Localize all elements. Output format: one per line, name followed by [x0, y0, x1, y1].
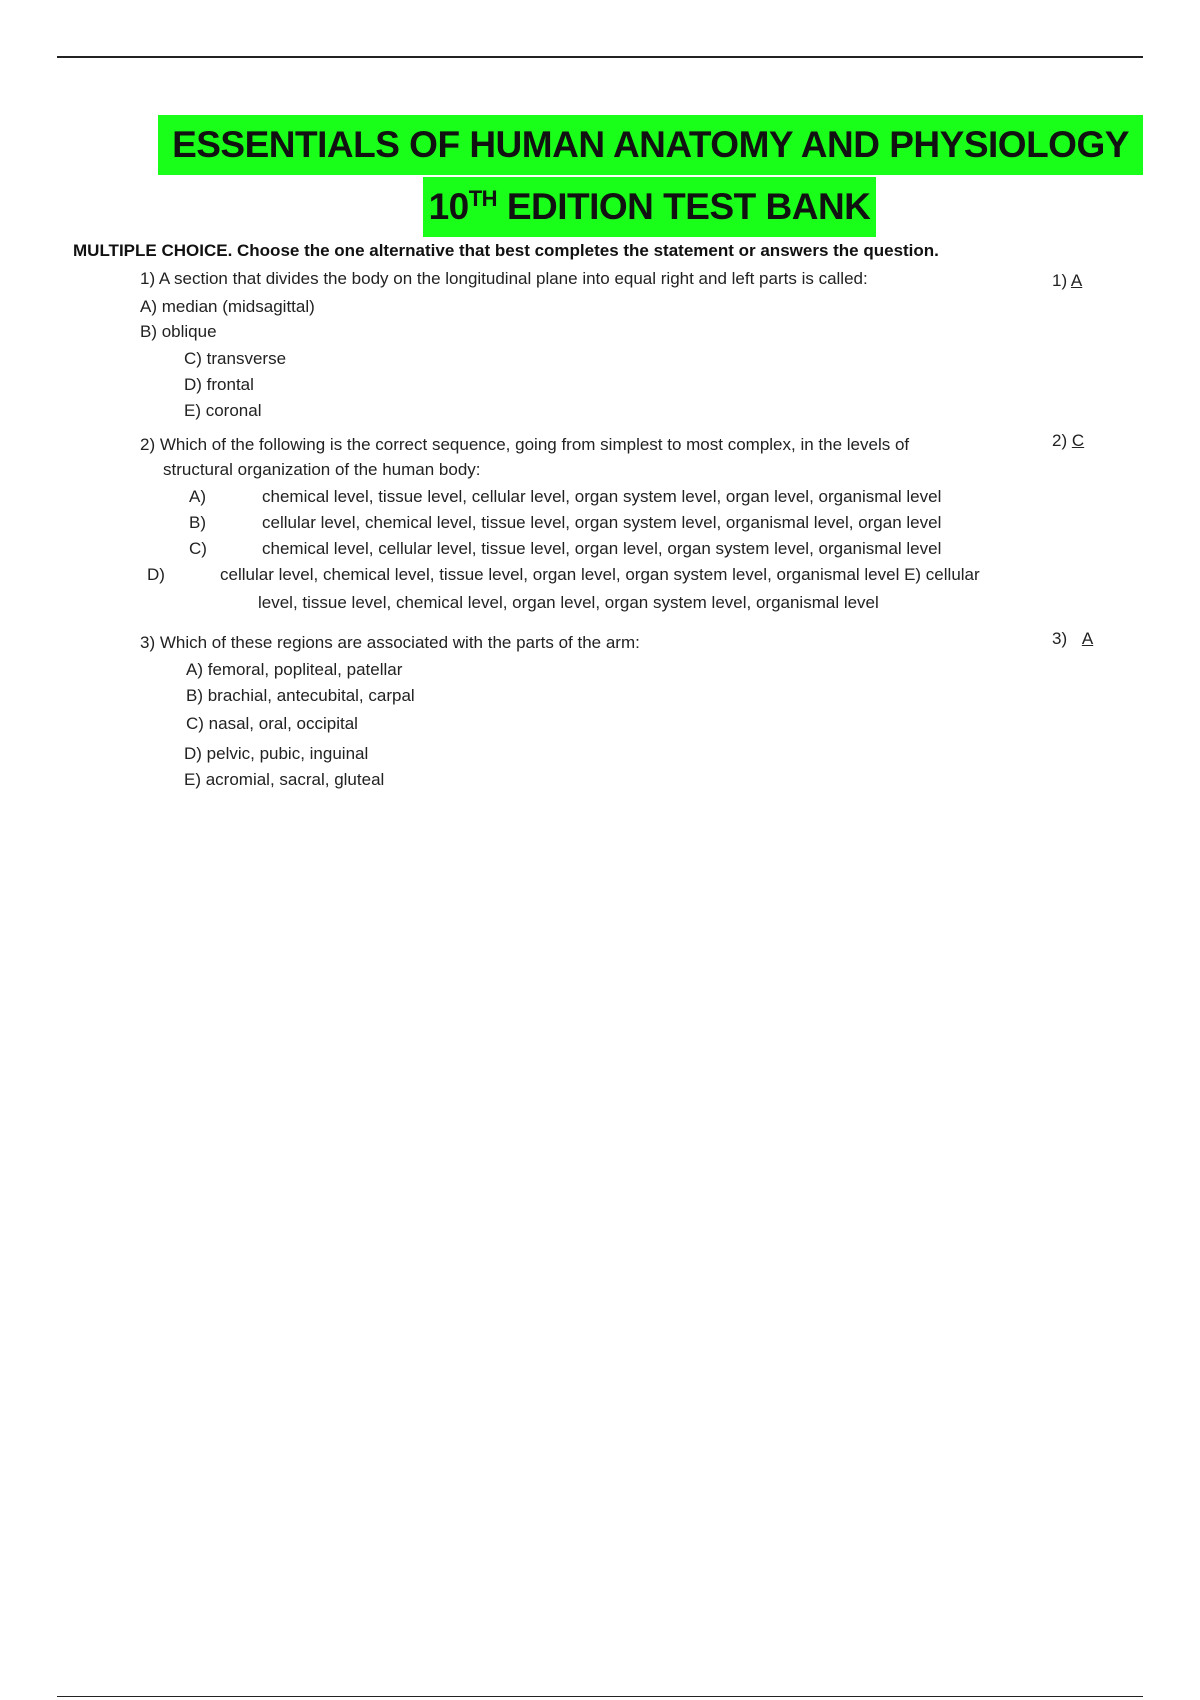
question-3-option-d: D) pelvic, pubic, inguinal — [184, 744, 369, 763]
question-1-option-a: A) median (midsagittal) — [140, 297, 315, 316]
answer-1-number: 1) — [1052, 271, 1068, 290]
question-2-option-a-letter: A) — [189, 487, 206, 506]
question-2-text-line-1: 2) Which of the following is the correct sequence, going from simplest to most complex, in the levels of — [140, 435, 910, 454]
question-2-option-c-text: chemical level, cellular level, tissue level, organ level, organ system level, organismal level — [262, 539, 942, 558]
question-2-answer — [1052, 431, 1084, 451]
question-2-option-c-letter: C) — [189, 539, 207, 558]
title-line-1-text: ESSENTIALS OF HUMAN ANATOMY AND PHYSIOLOGY — [172, 124, 1129, 165]
question-2-text-line-2: structural organization of the human body: — [163, 460, 481, 479]
question-3-option-a: A) femoral, popliteal, patellar — [186, 660, 403, 679]
instructions: MULTIPLE CHOICE. Choose the one alternative that best completes the statement or answers the question. — [73, 241, 939, 260]
answer-1-value: A — [1070, 271, 1083, 290]
question-1-option-c: C) transverse — [184, 349, 287, 368]
top-rule — [57, 56, 1143, 58]
question-2-option-b-letter: B) — [189, 513, 206, 532]
title-line-2-text: EDITION TEST BANK — [497, 186, 871, 227]
bottom-rule — [57, 1696, 1143, 1697]
question-2-wrap-line: level, tissue level, chemical level, organ level, organ system level, organismal level — [258, 593, 879, 612]
question-3-answer — [1052, 629, 1093, 649]
question-1-option-e: E) coronal — [184, 401, 262, 420]
question-1-text: 1) A section that divides the body on the longitudinal plane into equal right and left parts is called: — [140, 269, 868, 288]
question-3-option-b: B) brachial, antecubital, carpal — [186, 686, 415, 705]
answer-2-number: 2) — [1052, 431, 1068, 450]
answer-3-number: 3) — [1052, 629, 1068, 648]
question-2-option-a-text: chemical level, tissue level, cellular level, organ system level, organ level, organismal level — [262, 487, 942, 506]
document-title-line-2 — [423, 177, 876, 237]
question-3-text: 3) Which of these regions are associated with the parts of the arm: — [140, 633, 640, 652]
question-3-option-e: E) acromial, sacral, gluteal — [184, 770, 385, 789]
answer-2-value: C — [1071, 431, 1085, 450]
question-3-option-c: C) nasal, oral, occipital — [186, 714, 358, 733]
title-edition-suffix: TH — [468, 186, 498, 211]
question-1-answer — [1052, 271, 1082, 291]
question-1-option-d: D) frontal — [184, 375, 254, 394]
question-2-option-b-text: cellular level, chemical level, tissue level, organ system level, organismal level, organ level — [262, 513, 942, 532]
question-1-option-b: B) oblique — [140, 322, 217, 341]
title-edition-number: 10 — [428, 186, 469, 227]
answer-3-value: A — [1081, 629, 1094, 648]
document-title-line-1 — [158, 115, 1143, 175]
question-2-option-d-text: cellular level, chemical level, tissue level, organ level, organ system level, organismal level E) cellular — [220, 565, 980, 584]
question-2-option-d-letter: D) — [147, 565, 165, 584]
